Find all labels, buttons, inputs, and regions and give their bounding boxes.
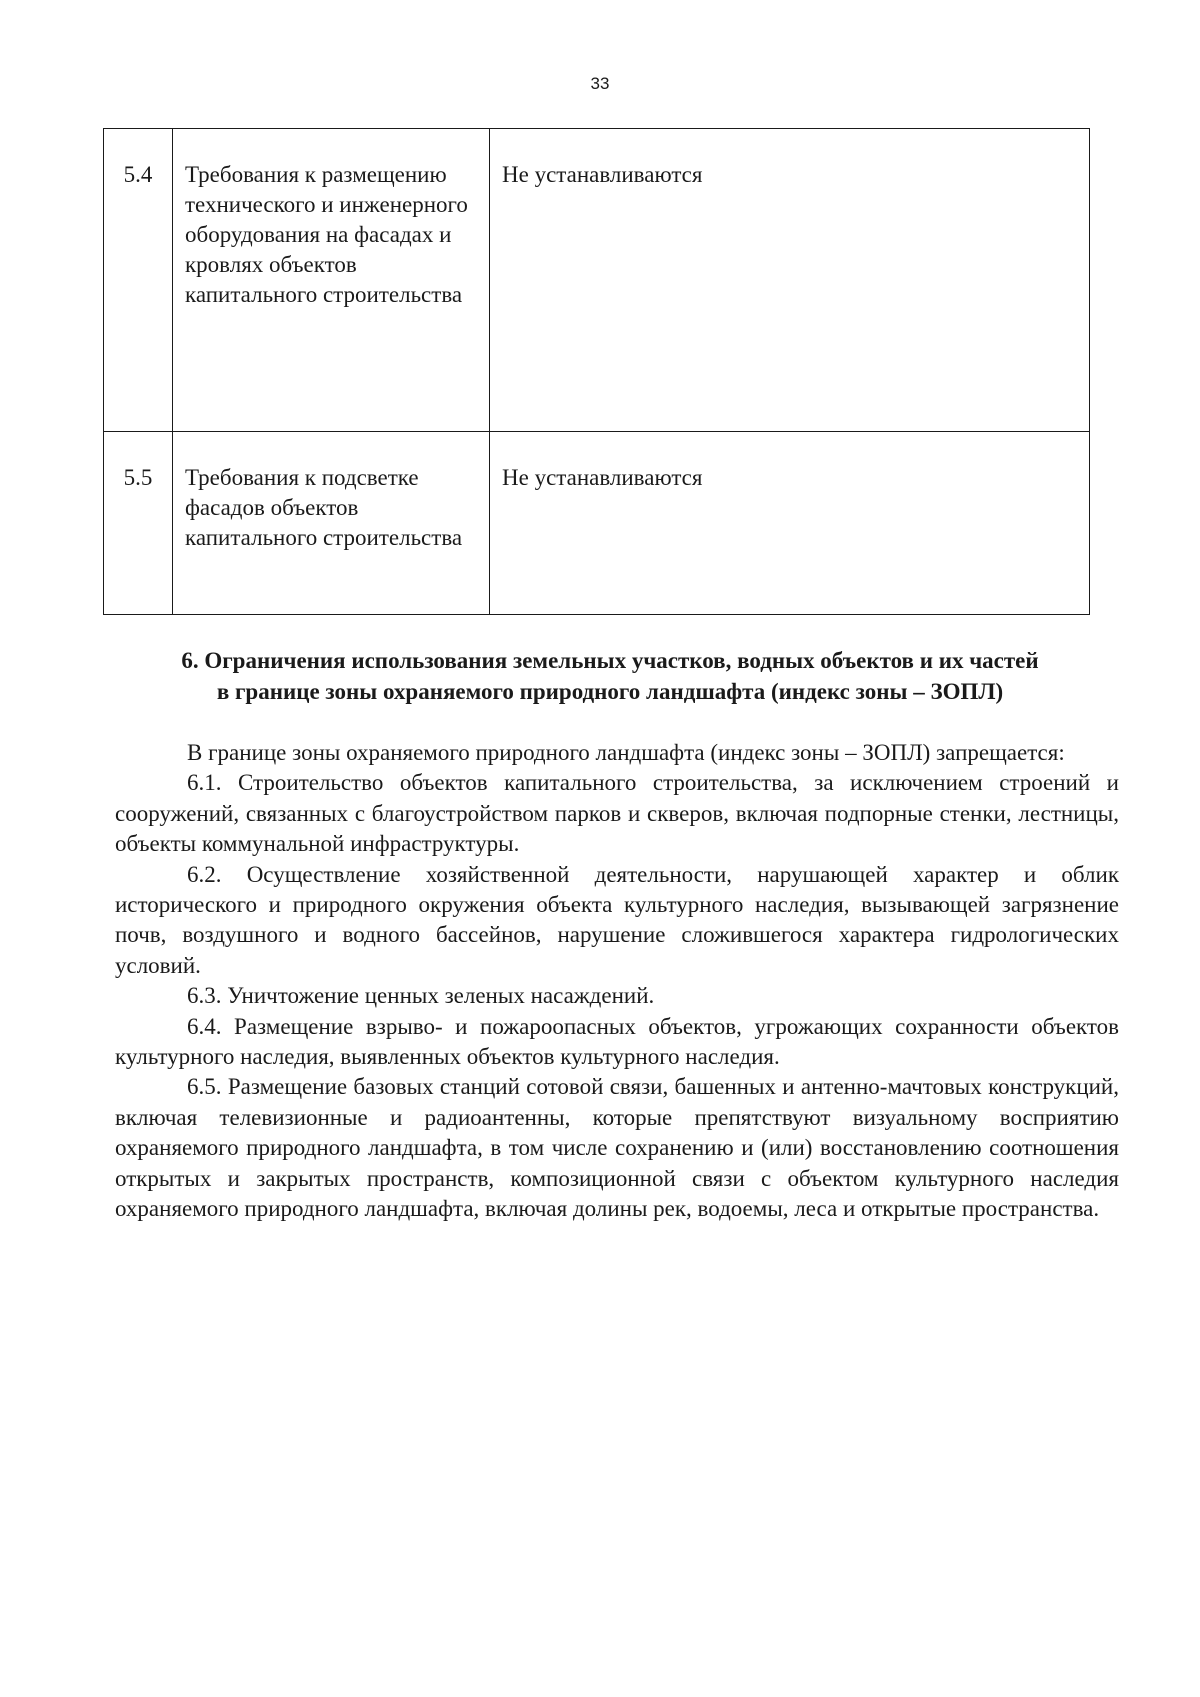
- restriction-item: 6.1. Строительство объектов капитального строительства, за исключением строений и сооружений, связанных с благоустройством парков и скверов, включая подпорные стенки, лестницы, объекты коммунальной инфраструктуры.: [115, 770, 1119, 857]
- requirement-value: Не устанавливаются: [502, 162, 703, 187]
- row-number-cell: [104, 129, 173, 432]
- requirement-name: Требования к подсветке фасадов объектов капитального строительства: [185, 465, 463, 550]
- requirement-value-cell: [490, 432, 1090, 615]
- section-heading: [112, 645, 1108, 707]
- table-row: [104, 129, 1090, 432]
- restriction-item: 6.3. Уничтожение ценных зеленых насаждений.: [187, 983, 655, 1009]
- requirement-name-cell: [173, 432, 490, 615]
- restriction-item: 6.2. Осуществление хозяйственной деятельности, нарушающей характер и облик исторического и природного окружения объекта культурного наследия, вызывающей загрязнение почв, воздушного и водного бассейнов, нарушение сложившегося характера гидрологических условий.: [115, 861, 1119, 978]
- restriction-item: 6.4. Размещение взрыво- и пожароопасных объектов, угрожающих сохранности объектов культурного наследия, выявленных объектов культурного наследия.: [115, 1013, 1119, 1070]
- requirement-name: Требования к размещению технического и инженерного оборудования на фасадах и кровлях объектов капитального строительства: [185, 162, 468, 307]
- section-heading-line-2: в границе зоны охраняемого природного ландшафта (индекс зоны – ЗОПЛ): [216, 679, 1004, 704]
- requirements-table: [103, 128, 1090, 615]
- row-number: 5.5: [123, 465, 153, 490]
- requirement-value: Не устанавливаются: [502, 465, 703, 490]
- section-body: [115, 738, 1119, 1225]
- requirement-name-cell: [173, 129, 490, 432]
- table-row: [104, 432, 1090, 615]
- section-intro: В границе зоны охраняемого природного ландшафта (индекс зоны – ЗОПЛ) запрещается:: [187, 740, 1065, 765]
- section-heading-line-1: 6. Ограничения использования земельных участков, водных объектов и их частей: [181, 648, 1039, 673]
- row-number: 5.4: [123, 162, 153, 187]
- row-number-cell: [104, 432, 173, 615]
- requirement-value-cell: [490, 129, 1090, 432]
- restriction-item: 6.5. Размещение базовых станций сотовой связи, башенных и антенно-мачтовых конструкций, включая телевизионные и радиоантенны, которые препятствуют визуальному восприятию охраняемого природного ландшафта, в том числе сохранению и (или) восстановлению соотношения открытых и закрытых пространств, композиционной связи с объектом культурного наследия охраняемого природного ландшафта, включая долины рек, водоемы, леса и открытые пространства.: [115, 1074, 1119, 1222]
- page-number: 33: [590, 74, 610, 93]
